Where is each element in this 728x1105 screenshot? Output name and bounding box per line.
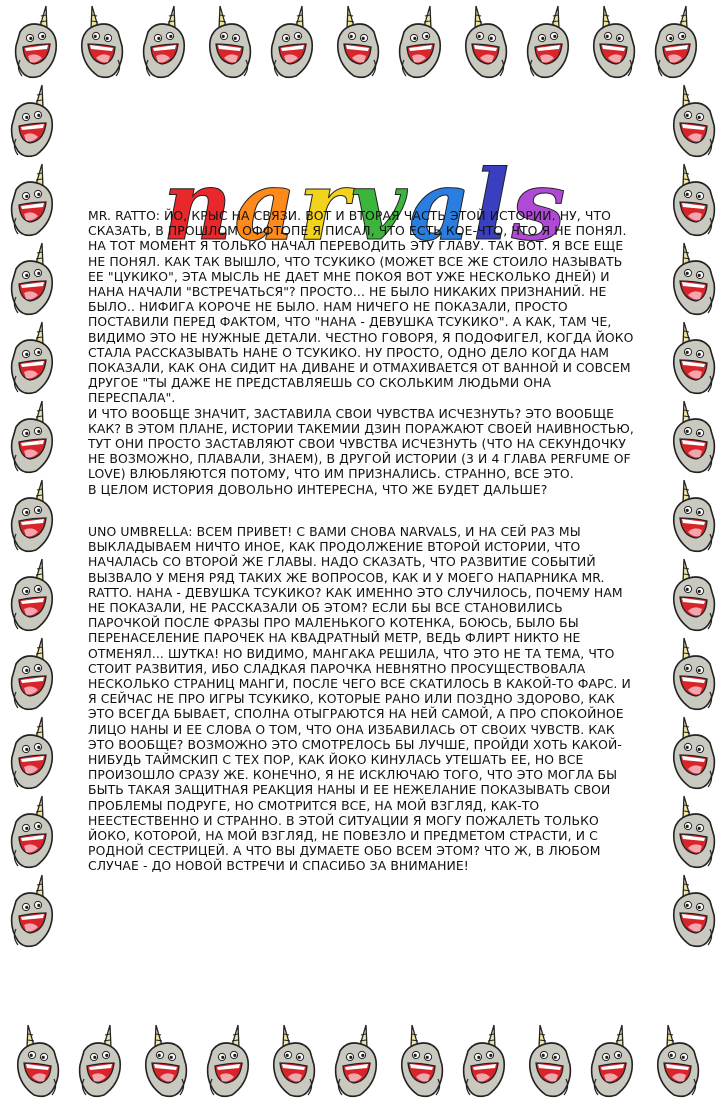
narwhal-cartoon-icon	[2, 555, 64, 635]
narwhal-cartoon-icon	[262, 2, 324, 82]
narwhal-cartoon-icon	[390, 2, 452, 82]
title-letter: a	[408, 149, 474, 263]
narwhal-cartoon-icon	[2, 397, 64, 477]
title-letter: l	[473, 149, 512, 263]
narwhal-cartoon-icon	[646, 1021, 708, 1101]
narwhal-cartoon-icon	[582, 2, 644, 82]
narwhal-cartoon-icon	[6, 1021, 68, 1101]
narwhal-cartoon-icon	[662, 871, 724, 951]
narwhal-cartoon-icon	[198, 2, 260, 82]
narwhal-cartoon-icon	[2, 634, 64, 714]
narwhal-cartoon-icon	[454, 1021, 516, 1101]
title-letter: r	[298, 149, 352, 263]
narwhal-cartoon-icon	[662, 239, 724, 319]
narwhal-cartoon-icon	[582, 1021, 644, 1101]
narwhal-cartoon-icon	[2, 318, 64, 398]
note-paragraph: MR. RATTO: ЙО, КРЫС НА СВЯЗИ. ВОТ И ВТОРАЯ ЧАСТЬ ЭТОЙ ИСТОРИИ. НУ, ЧТО СКАЗАТЬ, В ПРОШЛОМ ОФФТОПЕ Я ПИСАЛ, ЧТО ЕСТЬ КОЕ-ЧТО, ЧТО Я НЕ ПОНЯЛ. НА ТОТ МОМЕНТ Я ТОЛЬКО НАЧАЛ ПЕРЕВОДИТЬ ЭТУ ГЛАВУ. ТАК ВОТ. Я ВСЕ ЕЩЕ НЕ ПОНЯЛ. КАК ТАК ВЫШЛО, ЧТО ТСУКИКО (МОЖЕТ ВСЕ ЖЕ СТОИЛО НАЗЫВАТЬ ЕЕ "ЦУКИКО", ЭТА МЫСЛЬ НЕ ДАЕТ МНЕ ПОКОЯ ВОТ УЖЕ НЕСКОЛЬКО ДНЕЙ) И НАНА НАЧАЛИ "ВСТРЕЧАТЬСЯ"? ПРОСТО... НЕ БЫЛО НИКАКИХ ПРИЗНАНИЙ. НЕ БЫЛО.. НИФИГА КОРОЧЕ НЕ БЫЛО. НАМ НИЧЕГО НЕ ПОКАЗАЛИ, ПРОСТО ПОСТАВИЛИ ПЕРЕД ФАКТОМ, ЧТО "НАНА - ДЕВУШКА ТСУКИКО". А КАК, ТАМ ЧЕ, ВИДИМО ЭТО НЕ НУЖНЫЕ ДЕТАЛИ. ЧЕСТНО ГОВОРЯ, Я ПОДОФИГЕЛ, КОГДА ЙОКО СТАЛА РАССКАЗЫВАТЬ НАНЕ О ТСУКИКО. НУ ПРОСТО, ОДНО ДЕЛО КОГДА НАМ ПОКАЗАЛИ, КАК ОНА СИДИТ НА ДИВАНЕ И ОТМАХИВАЕТСЯ ОТ ВАННОЙ И СОВСЕМ ДРУГОЕ "ТЫ ДАЖЕ НЕ ПРЕДСТАВЛЯЕШЬ СО СКОЛЬКИМ ЛЮДЬМИ ОНА ПЕРЕСПАЛА".	[88, 208, 634, 406]
narwhal-cartoon-icon	[134, 1021, 196, 1101]
narwhal-cartoon-icon	[662, 555, 724, 635]
narwhal-cartoon-icon	[390, 1021, 452, 1101]
narwhal-cartoon-icon	[662, 792, 724, 872]
narwhal-cartoon-icon	[662, 160, 724, 240]
narwhal-cartoon-icon	[70, 2, 132, 82]
narwhal-cartoon-icon	[326, 1021, 388, 1101]
narwhal-cartoon-icon	[134, 2, 196, 82]
narwhal-cartoon-icon	[662, 397, 724, 477]
narwhal-cartoon-icon	[2, 792, 64, 872]
narwhal-cartoon-icon	[518, 2, 580, 82]
narwhal-cartoon-icon	[2, 81, 64, 161]
narwhal-cartoon-icon	[2, 160, 64, 240]
narwhal-cartoon-icon	[454, 2, 516, 82]
narwhal-cartoon-icon	[662, 318, 724, 398]
narwhal-cartoon-icon	[2, 713, 64, 793]
note-paragraph: В ЦЕЛОМ ИСТОРИЯ ДОВОЛЬНО ИНТЕРЕСНА, ЧТО ЖЕ БУДЕТ ДАЛЬШЕ?	[88, 481, 548, 497]
narwhal-cartoon-icon	[326, 2, 388, 82]
title-letter: s	[511, 149, 568, 263]
narwhal-cartoon-icon	[2, 476, 64, 556]
narwhal-cartoon-icon	[662, 81, 724, 161]
note-paragraph: И ЧТО ВООБЩЕ ЗНАЧИТ, ЗАСТАВИЛА СВОИ ЧУВСТВА ИСЧЕЗНУТЬ? ЭТО ВООБЩЕ КАК? В ЭТОМ ПЛАНЕ, ИСТОРИИ ТАКЕМИИ ДЗИН ПОРАЖАЮТ СВОЕЙ НАИВНОСТЬЮ, ТУТ ОНИ ПРОСТО ЗАСТАВЛЯЮТ СВОИ ЧУВСТВА ИСЧЕЗНУТЬ (ЧТО НА СЕКУНДОЧКУ НЕ ВОЗМОЖНО, ПЛАВАЛИ, ЗНАЕМ), В ДРУГОЙ ИСТОРИИ (3 И 4 ГЛАВА PERFUME OF LOVE) ВЛЮБЛЯЮТСЯ ПОТОМУ, ЧТО ИМ ПРИЗНАЛИСЬ. СТРАННО, ВСЕ ЭТО.	[88, 405, 634, 482]
translator-note-umbrella	[88, 524, 636, 874]
narwhal-cartoon-icon	[662, 476, 724, 556]
narwhal-cartoon-icon	[2, 871, 64, 951]
narwhal-cartoon-icon	[662, 713, 724, 793]
narwhal-cartoon-icon	[662, 634, 724, 714]
narwhal-cartoon-icon	[6, 2, 68, 82]
narwhal-cartoon-icon	[518, 1021, 580, 1101]
translator-note-ratto	[88, 208, 636, 497]
narwhal-cartoon-icon	[646, 2, 708, 82]
narwhal-cartoon-icon	[2, 239, 64, 319]
title-letter: n	[162, 149, 235, 263]
note-paragraph: UNO UMBRELLA: ВСЕМ ПРИВЕТ! С ВАМИ СНОВА NARVALS, И НА СЕЙ РАЗ МЫ ВЫКЛАДЫВАЕМ НИЧТО ИНОЕ, КАК ПРОДОЛЖЕНИЕ ВТОРОЙ ИСТОРИИ, ЧТО НАЧАЛАСЬ СО ВТОРОЙ ЖЕ ГЛАВЫ. НАДО СКАЗАТЬ, ЧТО РАЗВИТИЕ СОБЫТИЙ ВЫЗВАЛО У МЕНЯ РЯД ТАКИХ ЖЕ ВОПРОСОВ, КАК И У МОЕГО НАПАРНИКА MR. RATTO. НАНА - ДЕВУШКА ТСУКИКО? КАК ИМЕННО ЭТО СЛУЧИЛОСЬ, ПОЧЕМУ НАМ НЕ ПОКАЗАЛИ, НЕ РАССКАЗАЛИ ОБ ЭТОМ? ЕСЛИ БЫ ВСЕ СТАНОВИЛИСЬ ПАРОЧКОЙ ПОСЛЕ ФРАЗЫ ПРО МАЛЕНЬКОГО КОТЕНКА, БОЮСЬ, БЫЛО БЫ ПЕРЕНАСЕЛЕНИЕ ПАРОЧЕК НА КВАДРАТНЫЙ МЕТР, ВЕДЬ ФЛИРТ НИКТО НЕ ОТМЕНЯЛ... ШУТКА! НО ВИДИМО, МАНГАКА РЕШИЛА, ЧТО ЭТО НЕ ТА ТЕМА, ЧТО СТОИТ РАЗВИТИЯ, ИБО СЛАДКАЯ ПАРОЧКА НЕВНЯТНО ПРОСУЩЕСТВОВАЛА НЕСКОЛЬКО СТРАНИЦ МАНГИ, ПОСЛЕ ЧЕГО ВСЕ СКАТИЛОСЬ В КАКОЙ-ТО ФАРС. И Я СЕЙЧАС НЕ ПРО ИГРЫ ТСУКИКО, КОТОРЫЕ РАНО ИЛИ ПОЗДНО ЗДОРОВО, КАК ЭТО ВСЕГДА БЫВАЕТ, СПОЛНА ОТЫГРАЮТСЯ НА НЕЙ САМОЙ, А ПРО СПОКОЙНОЕ ЛИЦО НАНЫ И ЕЕ СЛОВА О ТОМ, ЧТО ОНА ИЗБАВИЛАСЬ ОТ СВОИХ ЧУВСТВ. КАК ЭТО ВООБЩЕ? ВОЗМОЖНО ЭТО СМОТРЕЛОСЬ БЫ ЛУЧШЕ, ПРОЙДИ ХОТЬ КАКОЙ-НИБУДЬ ТАЙМСКИП С ТЕХ ПОР, КАК ЙОКО КИНУЛАСЬ УТЕШАТЬ ЕЕ, НО ВСЕ ПРОИЗОШЛО СРАЗУ ЖЕ. КОНЕЧНО, Я НЕ ИСКЛЮЧАЮ ТОГО, ЧТО ЭТО МОГЛА БЫ БЫТЬ ТАКАЯ ЗАЩИТНАЯ РЕАКЦИЯ НАНЫ И ЕЕ НЕЖЕЛАНИЕ ПОКАЗЫВАТЬ СВОИ ПРОБЛЕМЫ ПОДРУГЕ, НО СМОТРИТСЯ ВСЕ, НА МОЙ ВЗГЛЯД, КАК-ТО НЕЕСТЕСТВЕННО И СТРАННО. В ЭТОЙ СИТУАЦИИ Я МОГУ ПОЖАЛЕТЬ ТОЛЬКО ЙОКО, КОТОРОЙ, НА МОЙ ВЗГЛЯД, НЕ ПОВЕЗЛО И ПРЕДМЕТОМ СТРАСТИ, И С РОДНОЙ СЕСТРИЦЕЙ. А ЧТО ВЫ ДУМАЕТЕ ОБО ВСЕМ ЭТОМ? ЧТО Ж, В ЛЮБОМ СЛУЧАЕ - ДО НОВОЙ ВСТРЕЧИ И СПАСИБО ЗА ВНИМАНИЕ!	[88, 524, 631, 874]
title-letter: v	[351, 149, 409, 263]
narwhal-cartoon-icon	[198, 1021, 260, 1101]
narwhal-cartoon-icon	[262, 1021, 324, 1101]
narwhal-cartoon-icon	[70, 1021, 132, 1101]
title-letter: a	[234, 149, 299, 263]
